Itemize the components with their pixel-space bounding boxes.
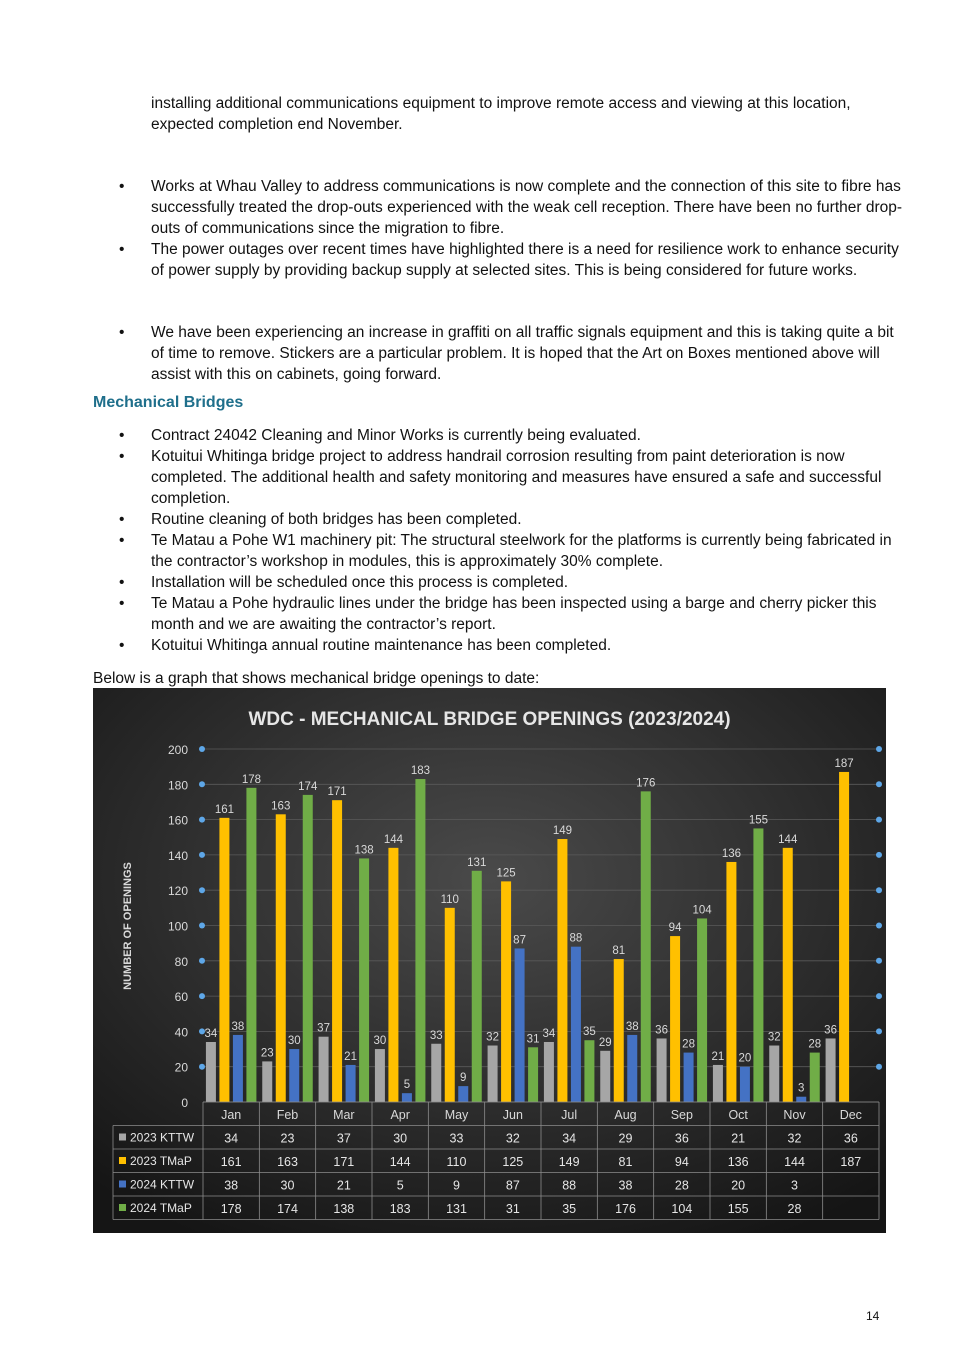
bullet-text: Te Matau a Pohe W1 machinery pit: The structural steelwork for the platforms is currently being fabricated in the contractor’s workshop in modules, this is approximately 30% complete. xyxy=(151,532,892,570)
bar-2023-kttw xyxy=(657,1038,667,1102)
bar-2023-kttw xyxy=(262,1061,272,1102)
y-tick-label: 180 xyxy=(167,778,188,793)
data-label: 30 xyxy=(373,1035,387,1048)
bar-2023-kttw xyxy=(206,1042,216,1102)
table-cell: 5 xyxy=(396,1178,404,1193)
y-tick-label: 200 xyxy=(167,743,188,757)
y-axis-marker-icon xyxy=(876,1064,882,1070)
bar-2023-kttw xyxy=(544,1042,554,1102)
table-cell: 38 xyxy=(618,1178,633,1193)
bullet-icon: • xyxy=(119,241,125,258)
category-label: Nov xyxy=(783,1108,806,1122)
table-cell: 36 xyxy=(674,1131,689,1146)
y-axis-marker-icon xyxy=(876,923,882,929)
bar-2023-tmap xyxy=(839,772,849,1102)
table-cell: 81 xyxy=(618,1155,633,1169)
bar-2023-kttw xyxy=(319,1037,329,1102)
chart-title: WDC - MECHANICAL BRIDGE OPENINGS (2023/2024) xyxy=(248,709,731,730)
bullet-icon: • xyxy=(119,511,125,528)
table-cell: 21 xyxy=(731,1131,746,1146)
y-tick-label: 80 xyxy=(174,954,188,969)
bar-2024-tmap xyxy=(246,788,256,1102)
table-cell: 178 xyxy=(220,1202,242,1216)
bullet-text: We have been experiencing an increase in graffiti on all traffic signals equipment and this is taking quite a bit of time to remove. Stickers are a particular problem. It is hoped that the Art on Boxes mentioned above will assist with this on cabinets, going forward. xyxy=(151,324,894,383)
category-label: Feb xyxy=(276,1108,299,1122)
y-axis-marker-icon xyxy=(199,887,205,893)
table-cell: 163 xyxy=(277,1155,298,1169)
table-cell: 149 xyxy=(558,1155,580,1169)
data-label: 9 xyxy=(460,1072,467,1085)
bar-2023-tmap xyxy=(670,936,680,1102)
bar-2023-tmap xyxy=(219,818,229,1102)
bullet-list-signals xyxy=(93,176,903,281)
bar-2024-tmap xyxy=(753,828,763,1102)
bar-2023-tmap xyxy=(332,800,342,1102)
y-tick-label: 0 xyxy=(181,1096,188,1110)
table-cell: 187 xyxy=(840,1155,862,1169)
bullet-item xyxy=(93,593,903,635)
bar-2023-kttw xyxy=(713,1065,723,1102)
table-cell: 28 xyxy=(787,1202,802,1216)
bar-2024-kttw xyxy=(233,1035,243,1102)
bar-2024-kttw xyxy=(796,1097,806,1102)
category-label: Sep xyxy=(670,1108,693,1122)
bar-2023-kttw xyxy=(600,1051,610,1102)
y-tick-label: 100 xyxy=(167,919,188,934)
bullet-list-graffiti xyxy=(93,322,903,385)
bullet-list-bridges xyxy=(93,425,903,656)
table-cell: 110 xyxy=(446,1155,467,1169)
table-cell: 183 xyxy=(389,1202,411,1216)
data-label: 149 xyxy=(552,825,573,838)
legend-swatch-icon xyxy=(119,1181,126,1188)
data-label: 5 xyxy=(403,1079,411,1092)
bar-2024-kttw xyxy=(684,1053,694,1102)
table-cell: 28 xyxy=(674,1178,689,1193)
y-axis-marker-icon xyxy=(199,993,205,999)
bar-2024-kttw xyxy=(458,1086,468,1102)
y-axis-label: NUMBER OF OPENINGS xyxy=(122,862,134,990)
table-cell: 138 xyxy=(333,1202,355,1216)
y-tick-label: 40 xyxy=(174,1025,188,1040)
bar-2023-tmap xyxy=(726,862,736,1102)
bar-2023-tmap xyxy=(783,848,793,1102)
bar-2024-kttw xyxy=(740,1067,750,1102)
category-label: Dec xyxy=(839,1108,862,1122)
bullet-item xyxy=(93,530,903,572)
y-axis-marker-icon xyxy=(876,958,882,964)
y-axis-marker-icon xyxy=(199,781,205,787)
y-axis-marker-icon xyxy=(199,817,205,823)
bar-2024-tmap xyxy=(472,871,482,1102)
legend-label: 2024 KTTW xyxy=(130,1177,195,1192)
bar-2023-kttw xyxy=(375,1049,385,1102)
data-label: 21 xyxy=(344,1050,357,1063)
table-cell: 104 xyxy=(671,1202,693,1216)
table-cell: 21 xyxy=(336,1178,351,1193)
table-cell: 131 xyxy=(446,1202,467,1216)
y-axis-marker-icon xyxy=(199,923,205,929)
y-axis-marker-icon xyxy=(876,887,882,893)
table-cell: 34 xyxy=(562,1131,577,1146)
bullet-text: Installation will be scheduled once this process is completed. xyxy=(151,574,569,591)
page-number: 14 xyxy=(866,1309,880,1323)
bar-2024-kttw xyxy=(571,947,581,1102)
bar-2024-kttw xyxy=(346,1065,356,1102)
bar-2023-tmap xyxy=(388,848,398,1102)
bar-2024-tmap xyxy=(528,1047,538,1102)
y-tick-label: 160 xyxy=(167,813,188,828)
bar-2023-kttw xyxy=(431,1044,441,1102)
data-label: 20 xyxy=(738,1052,752,1065)
table-cell: 29 xyxy=(618,1131,633,1146)
table-cell: 174 xyxy=(277,1202,298,1216)
data-label: 88 xyxy=(569,932,583,945)
bullet-icon: • xyxy=(119,448,125,465)
table-cell: 161 xyxy=(220,1155,242,1169)
y-tick-label: 120 xyxy=(167,884,188,899)
data-label: 31 xyxy=(526,1033,540,1046)
table-cell: 34 xyxy=(224,1131,239,1146)
y-axis-marker-icon xyxy=(876,781,882,787)
y-axis-marker-icon xyxy=(876,852,882,858)
y-axis-marker-icon xyxy=(876,993,882,999)
bar-2024-kttw xyxy=(515,948,525,1102)
category-label: Oct xyxy=(728,1108,748,1122)
table-cell: 144 xyxy=(784,1155,805,1169)
legend-swatch-icon xyxy=(119,1204,126,1211)
bar-2023-tmap xyxy=(445,908,455,1102)
data-label: 155 xyxy=(748,814,769,827)
bar-2023-tmap xyxy=(501,881,511,1102)
table-cell: 20 xyxy=(731,1178,746,1193)
data-label: 28 xyxy=(808,1038,822,1051)
table-cell: 88 xyxy=(562,1178,577,1193)
bullet-text: Routine cleaning of both bridges has been completed. xyxy=(151,511,522,528)
legend-label: 2024 TMaP xyxy=(130,1201,192,1215)
bullet-icon: • xyxy=(119,574,125,591)
bar-2024-kttw xyxy=(289,1049,299,1102)
data-label: 36 xyxy=(655,1024,668,1037)
data-label: 29 xyxy=(598,1036,612,1049)
bullet-text: Works at Whau Valley to address communications is now complete and the connection of this site to fibre has successfully treated the drop-outs experienced with the weak cell reception. There have been no further drop-outs of communications since the migration to fibre. xyxy=(151,178,903,237)
bullet-icon: • xyxy=(119,637,125,654)
y-axis-marker-icon xyxy=(876,817,882,823)
table-cell: 35 xyxy=(562,1202,577,1216)
y-axis-marker-icon xyxy=(199,958,205,964)
bar-2024-tmap xyxy=(359,858,369,1102)
y-axis-marker-icon xyxy=(199,1064,205,1070)
category-label: Jun xyxy=(502,1108,523,1122)
table-cell: 30 xyxy=(280,1178,295,1193)
table-cell: 23 xyxy=(280,1131,295,1146)
data-label: 21 xyxy=(711,1050,725,1063)
data-label: 36 xyxy=(824,1024,837,1037)
table-cell: 171 xyxy=(333,1155,355,1169)
y-axis-marker-icon xyxy=(876,1028,882,1034)
category-label: Apr xyxy=(390,1108,410,1122)
data-label: 176 xyxy=(636,777,656,790)
bar-2023-kttw xyxy=(826,1038,836,1102)
bar-2024-tmap xyxy=(303,795,313,1102)
table-cell: 32 xyxy=(505,1131,520,1146)
data-label: 3 xyxy=(798,1082,805,1095)
bullet-text: Kotuitui Whitinga bridge project to address handrail corrosion resulting from paint deterioration is now completed. The additional health and safety monitoring and measures have ensured a safe and successful completion. xyxy=(151,448,882,507)
data-label: 110 xyxy=(440,893,459,906)
data-label: 23 xyxy=(260,1047,274,1060)
y-tick-label: 140 xyxy=(167,848,188,863)
y-axis-marker-icon xyxy=(876,746,882,752)
data-label: 183 xyxy=(410,765,431,778)
data-label: 174 xyxy=(298,780,318,793)
bullet-text: The power outages over recent times have highlighted there is a need for resilience work to enhance security of power supply by providing backup supply at selected sites. This is being considered for future works. xyxy=(151,241,899,279)
intro-paragraph: installing additional communications equipment to improve remote access and viewing at this location, expected completion end November. xyxy=(151,95,851,133)
bullet-icon: • xyxy=(119,324,125,341)
data-label: 87 xyxy=(513,934,526,947)
table-cell: 38 xyxy=(224,1178,239,1193)
data-label: 38 xyxy=(231,1020,245,1033)
data-label: 28 xyxy=(682,1038,695,1051)
bullet-text: Kotuitui Whitinga annual routine maintenance has been completed. xyxy=(151,637,612,654)
table-cell: 30 xyxy=(393,1131,408,1146)
data-label: 81 xyxy=(612,945,626,958)
table-cell: 176 xyxy=(615,1202,636,1216)
table-cell: 125 xyxy=(502,1155,524,1169)
bullet-item xyxy=(93,239,903,281)
bullet-icon: • xyxy=(119,178,125,195)
table-cell: 37 xyxy=(336,1131,351,1146)
data-label: 32 xyxy=(486,1031,499,1044)
table-cell: 155 xyxy=(727,1202,749,1216)
bullet-item xyxy=(93,446,903,509)
table-cell: 87 xyxy=(505,1178,520,1193)
bullet-text: Contract 24042 Cleaning and Minor Works is currently being evaluated. xyxy=(151,427,641,444)
data-label: 37 xyxy=(317,1022,330,1035)
category-label: Aug xyxy=(614,1108,637,1122)
data-label: 35 xyxy=(583,1026,596,1039)
bar-2024-tmap xyxy=(584,1040,594,1102)
graph-intro: Below is a graph that shows mechanical bridge openings to date: xyxy=(93,670,540,687)
data-label: 34 xyxy=(542,1027,556,1040)
y-axis-marker-icon xyxy=(199,746,205,752)
table-cell: 36 xyxy=(843,1131,858,1146)
bullet-item xyxy=(93,176,903,239)
table-cell: 144 xyxy=(389,1155,411,1169)
bullet-item xyxy=(93,572,903,593)
data-label: 187 xyxy=(834,757,854,770)
data-label: 161 xyxy=(214,803,235,816)
data-label: 34 xyxy=(204,1027,218,1040)
data-label: 163 xyxy=(271,800,291,813)
table-cell: 33 xyxy=(449,1131,464,1146)
table-cell: 94 xyxy=(674,1155,689,1169)
bridge-openings-chart xyxy=(93,688,886,1233)
section-heading: Mechanical Bridges xyxy=(93,394,244,411)
table-cell: 31 xyxy=(505,1202,520,1216)
data-label: 136 xyxy=(721,847,742,860)
bar-2023-tmap xyxy=(557,839,567,1102)
bullet-item xyxy=(93,322,903,385)
bar-2023-tmap xyxy=(614,959,624,1102)
bar-2024-kttw xyxy=(402,1093,412,1102)
data-label: 32 xyxy=(767,1031,781,1044)
data-label: 30 xyxy=(287,1035,301,1048)
category-label: Jan xyxy=(221,1108,242,1122)
category-label: Jul xyxy=(561,1108,578,1122)
bar-2024-tmap xyxy=(415,779,425,1102)
table-cell: 3 xyxy=(791,1178,798,1193)
table-cell: 9 xyxy=(453,1178,460,1193)
bar-2024-tmap xyxy=(697,918,707,1102)
category-label: May xyxy=(444,1108,469,1122)
bar-2024-tmap xyxy=(641,791,651,1102)
legend-swatch-icon xyxy=(119,1157,126,1164)
bar-2023-kttw xyxy=(488,1046,498,1102)
legend-label: 2023 KTTW xyxy=(130,1130,195,1145)
legend-swatch-icon xyxy=(119,1134,126,1141)
bar-2024-tmap xyxy=(810,1053,820,1102)
bar-2023-tmap xyxy=(276,814,286,1102)
bullet-item xyxy=(93,635,903,656)
data-label: 178 xyxy=(241,773,262,786)
bullet-icon: • xyxy=(119,595,125,612)
table-cell: 136 xyxy=(727,1155,749,1169)
data-label: 138 xyxy=(354,844,374,857)
category-label: Mar xyxy=(333,1108,355,1122)
bullet-item xyxy=(93,509,903,530)
bullet-icon: • xyxy=(119,532,125,549)
y-tick-label: 20 xyxy=(174,1060,188,1075)
bar-2024-kttw xyxy=(627,1035,637,1102)
bullet-item xyxy=(93,425,903,446)
data-label: 33 xyxy=(429,1029,443,1042)
data-label: 104 xyxy=(692,904,712,917)
bullet-icon: • xyxy=(119,427,125,444)
bullet-text: Te Matau a Pohe hydraulic lines under the bridge has been inspected using a barge and cherry picker this month and we are awaiting the contractor’s report. xyxy=(151,595,877,633)
data-label: 144 xyxy=(383,833,404,846)
data-label: 94 xyxy=(668,922,682,935)
data-label: 131 xyxy=(467,856,487,869)
data-label: 38 xyxy=(625,1020,639,1033)
data-label: 171 xyxy=(327,786,347,799)
bar-2023-kttw xyxy=(769,1046,779,1102)
y-axis-marker-icon xyxy=(199,852,205,858)
data-label: 125 xyxy=(496,867,516,880)
y-tick-label: 60 xyxy=(174,990,188,1005)
table-cell: 32 xyxy=(787,1131,802,1146)
data-label: 144 xyxy=(778,833,798,846)
legend-label: 2023 TMaP xyxy=(130,1154,192,1168)
